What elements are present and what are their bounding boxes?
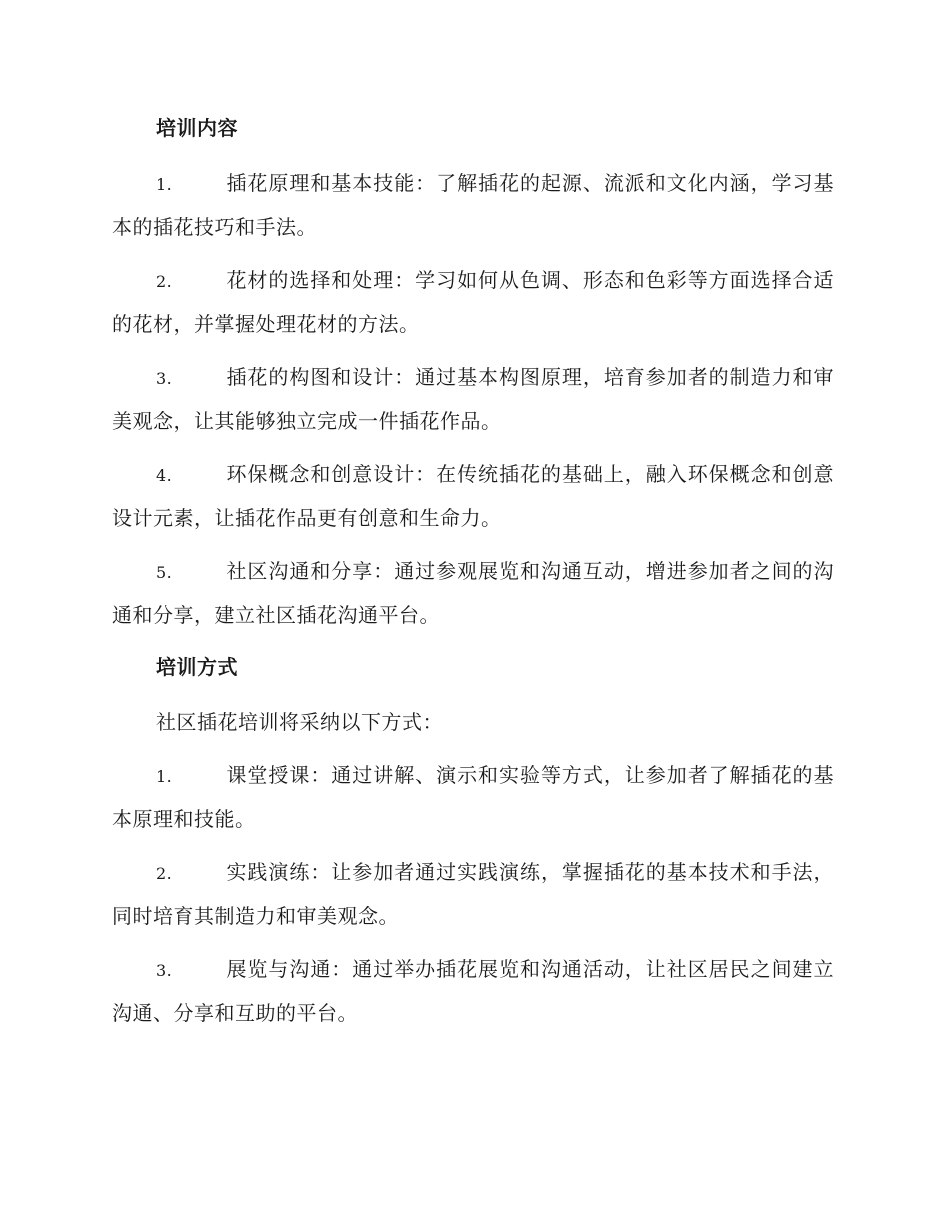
list-item-text: 插花的构图和设计：通过基本构图原理，培育参加者的制造力和审美观念，让其能够独立完成一件插花作品。 (112, 365, 834, 433)
list-item-text: 实践演练：让参加者通过实践演练，掌握插花的基本技术和手法，同时培育其制造力和审美观念。 (112, 860, 834, 928)
list-item (112, 851, 834, 938)
list-number: 5. (156, 563, 173, 582)
document-body (112, 108, 834, 1045)
list-item (112, 754, 834, 841)
list-item (112, 453, 834, 540)
section-intro: 社区插花培训将采纳以下方式： (156, 710, 443, 734)
list-item (112, 948, 834, 1035)
list-item-text: 插花原理和基本技能：了解插花的起源、流派和文化内涵，学习基本的插花技巧和手法。 (112, 171, 834, 239)
list-item (112, 356, 834, 443)
list-number: 1. (156, 767, 173, 786)
section-heading-training-content: 培训内容 (156, 116, 238, 140)
list-number: 2. (156, 864, 173, 883)
list-number: 1. (156, 175, 173, 194)
list-item (112, 550, 834, 637)
list-item-text: 社区沟通和分享：通过参观展览和沟通互动，增进参加者之间的沟通和分享，建立社区插花沟通平台。 (112, 559, 834, 627)
list-number: 4. (156, 466, 173, 485)
section-heading-training-method: 培训方式 (156, 655, 238, 679)
list-item-text: 环保概念和创意设计：在传统插花的基础上，融入环保概念和创意设计元素，让插花作品更有创意和生命力。 (112, 462, 834, 530)
list-item-text: 课堂授课：通过讲解、演示和实验等方式，让参加者了解插花的基本原理和技能。 (112, 763, 834, 831)
list-number: 3. (156, 369, 173, 388)
list-item (112, 259, 834, 346)
list-number: 2. (156, 272, 173, 291)
list-number: 3. (156, 961, 173, 980)
list-item-text: 花材的选择和处理：学习如何从色调、形态和色彩等方面选择合适的花材，并掌握处理花材的方法。 (112, 268, 834, 336)
list-item-text: 展览与沟通：通过举办插花展览和沟通活动，让社区居民之间建立沟通、分享和互助的平台。 (112, 957, 834, 1025)
list-item (112, 162, 834, 249)
